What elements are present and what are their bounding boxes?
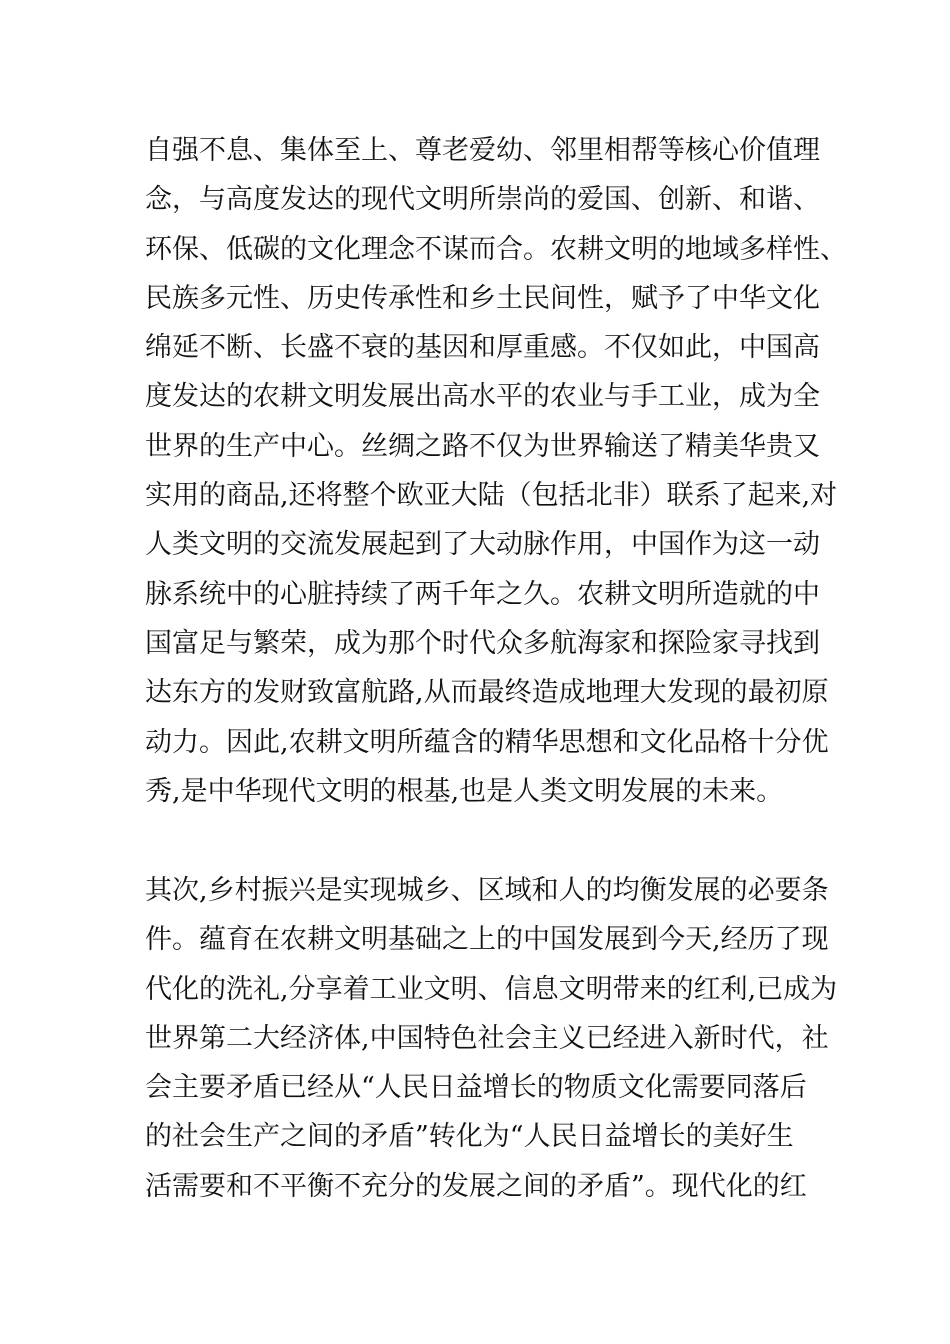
- text-line: 的社会生产之间的矛盾”转化为“人民日益增长的美好生: [145, 1121, 794, 1153]
- paragraph-rural-revitalization: [145, 866, 838, 1211]
- text-line: 活需要和不平衡不充分的发展之间的矛盾”。现代化的红: [145, 1170, 807, 1202]
- text-line: 实用的商品,还将整个欧亚大陆（包括北非）联系了起来,对: [145, 480, 838, 512]
- text-line: 民族多元性、历史传承性和乡土民间性，赋予了中华文化: [145, 282, 820, 314]
- paragraph-agrarian-civilization: [145, 126, 847, 816]
- text-line: 环保、低碳的文化理念不谋而合。农耕文明的地域多样性、: [145, 233, 847, 265]
- text-line: 度发达的农耕文明发展出高水平的农业与手工业，成为全: [145, 381, 820, 413]
- text-line: 达东方的发财致富航路,从而最终造成地理大发现的最初原: [145, 677, 829, 709]
- text-line: 其次,乡村振兴是实现城乡、区域和人的均衡发展的必要条: [145, 875, 829, 906]
- text-line: 绵延不断、长盛不衰的基因和厚重感。不仅如此，中国高: [145, 332, 820, 364]
- text-line: 世界的生产中心。丝绸之路不仅为世界输送了精美华贵又: [145, 430, 820, 462]
- text-line: 秀,是中华现代文明的根基,也是人类文明发展的未来。: [145, 775, 784, 807]
- text-line: 件。蕴育在农耕文明基础之上的中国发展到今天,经历了现: [145, 924, 829, 956]
- text-line: 代化的洗礼,分享着工业文明、信息文明带来的红利,已成为: [145, 973, 838, 1005]
- text-line: 脉系统中的心脏持续了两千年之久。农耕文明所造就的中: [145, 578, 820, 610]
- text-line: 世界第二大经济体,中国特色社会主义已经进入新时代，社: [145, 1022, 829, 1054]
- text-line: 念，与高度发达的现代文明所崇尚的爱国、创新、和谐、: [145, 184, 820, 216]
- text-line: 自强不息、集体至上、尊老爱幼、邻里相帮等核心价值理: [145, 135, 820, 166]
- text-line: 人类文明的交流发展起到了大动脉作用，中国作为这一动: [145, 529, 820, 561]
- text-line: 国富足与繁荣，成为那个时代众多航海家和探险家寻找到: [145, 627, 820, 659]
- text-line: 会主要矛盾已经从“人民日益增长的物质文化需要同落后: [145, 1072, 807, 1104]
- text-line: 动力。因此,农耕文明所蕴含的精华思想和文化品格十分优: [145, 726, 829, 758]
